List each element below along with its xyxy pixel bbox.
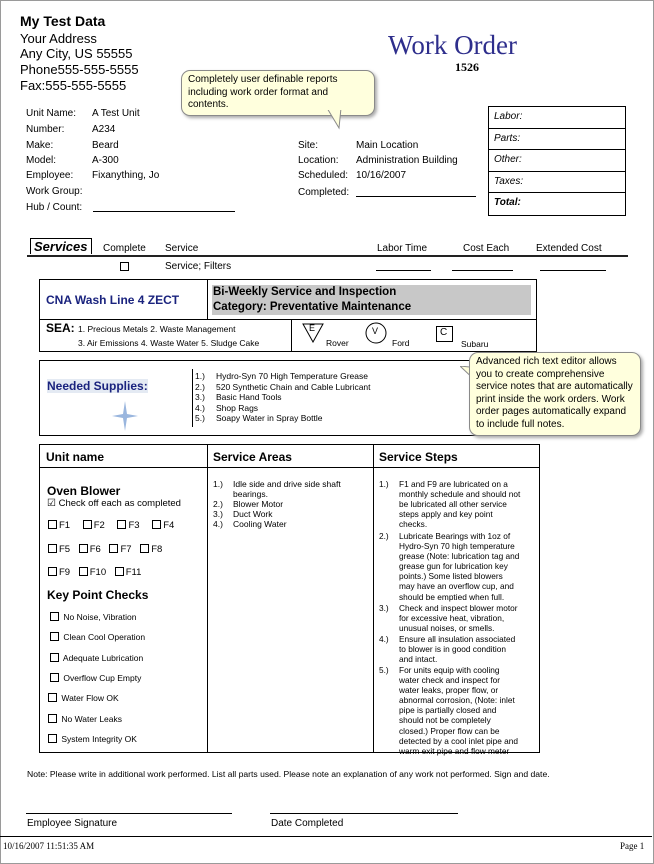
supply-item: 4.) Shop Rags: [195, 402, 259, 413]
cost-other: Other:: [489, 150, 625, 172]
unit-name-label: Unit Name:: [26, 108, 77, 119]
sea-line-1: 1. Precious Metals 2. Waste Management: [78, 324, 236, 334]
detail-table: [39, 444, 540, 756]
service-areas-list: [213, 479, 341, 529]
filter-checkbox[interactable]: F1: [48, 520, 70, 531]
ford-symbol-glyph: V: [372, 326, 379, 336]
subaru-label: Subaru: [461, 339, 489, 349]
supply-item: 2.) 520 Synthetic Chain and Cable Lubricant: [195, 381, 371, 392]
sea-line-2: 3. Air Emissions 4. Waste Water 5. Sludge Cake: [78, 338, 260, 348]
col-extended-cost: Extended Cost: [536, 243, 602, 254]
kpc-item[interactable]: Water Flow OK: [48, 693, 119, 703]
area-item: bearings.: [233, 489, 268, 500]
footer-timestamp: 10/16/2007 11:51:35 AM: [3, 841, 95, 851]
check-all-label: Check off each as completed: [58, 498, 181, 509]
task-divider: [207, 279, 208, 320]
filter-checkbox[interactable]: F5: [48, 544, 70, 555]
filter-row-3: [48, 567, 141, 578]
filter-checkbox[interactable]: F8: [140, 544, 162, 555]
date-completed-label: Date Completed: [271, 818, 344, 829]
sea-label: SEA:: [46, 321, 75, 335]
cost-total: Total:: [494, 197, 521, 209]
company-fax: Fax:555-555-5555: [20, 78, 127, 93]
area-item: 3.) Duct Work: [213, 509, 273, 520]
kpc-item[interactable]: Adequate Lubrication: [50, 653, 143, 663]
filter-checkbox[interactable]: F6: [79, 544, 101, 555]
location-label: Location:: [298, 155, 339, 166]
employee-signature-line: [26, 813, 232, 814]
detail-header-rule: [40, 467, 539, 468]
detail-divider-1: [207, 445, 208, 752]
unit-make-value: Beard: [92, 140, 119, 151]
footer-note: Note: Please write in additional work performed. List all parts used. Please note an explanation of any work not performed. Sign and date.: [27, 769, 550, 779]
supply-item: 3.) Basic Hand Tools: [195, 392, 282, 402]
ford-label: Ford: [392, 338, 410, 348]
filter-checkbox[interactable]: F3: [117, 520, 139, 531]
callout-top-pointer: [325, 108, 345, 130]
filter-checkbox[interactable]: F9: [48, 567, 70, 578]
unit-number-value: A234: [92, 124, 116, 135]
header-service-steps: Service Steps: [379, 450, 458, 464]
sea-divider: [291, 319, 292, 351]
supplies-box: [39, 360, 479, 436]
scheduled-value: 10/16/2007: [356, 170, 407, 181]
unit-employee-label: Employee:: [26, 170, 74, 181]
scheduled-label: Scheduled:: [298, 170, 349, 181]
col-labor-time: Labor Time: [377, 243, 428, 254]
company-phone: Phone555-555-5555: [20, 62, 139, 77]
rover-label: Rover: [326, 338, 349, 348]
hub-count-line: [93, 211, 235, 212]
completed-label: Completed:: [298, 187, 350, 198]
cost-labor: Labor:: [489, 107, 625, 129]
company-address-2: Any City, US 55555: [20, 46, 133, 61]
footer-rule: [0, 836, 652, 837]
cost-summary-box: [488, 106, 626, 216]
col-complete: Complete: [103, 243, 146, 254]
unit-model-label: Model:: [26, 155, 57, 166]
detail-divider-2: [373, 445, 374, 752]
company-name: My Test Data: [20, 13, 106, 29]
subaru-symbol-glyph: C: [440, 327, 448, 338]
supplies-divider: [192, 369, 193, 427]
filter-checkbox[interactable]: F2: [83, 520, 105, 531]
labor-time-line: [376, 270, 431, 271]
date-completed-line: [270, 813, 458, 814]
employee-signature-label: Employee Signature: [27, 818, 118, 829]
completed-line: [356, 196, 476, 197]
unit-name-value: A Test Unit: [92, 108, 140, 119]
task-box: [39, 279, 537, 320]
company-address-1: Your Address: [20, 31, 97, 46]
kpc-item[interactable]: Clean Cool Operation: [50, 632, 145, 642]
supplies-label: Needed Supplies:: [47, 379, 148, 393]
filter-row-2: [48, 544, 162, 555]
filter-checkbox[interactable]: F7: [109, 544, 131, 555]
area-item: 1.) Idle side and drive side shaft: [213, 479, 341, 489]
cost-each-line: [452, 270, 513, 271]
unit-workgroup-label: Work Group:: [26, 186, 83, 197]
sparkle-icon: [112, 401, 138, 431]
checked-box-icon: ☑: [47, 498, 56, 509]
area-item: 4.) Cooling Water: [213, 519, 287, 530]
col-cost-each: Cost Each: [463, 243, 510, 254]
supply-item: 1.) Hydro-Syn 70 High Temperature Grease: [195, 371, 368, 381]
header-unit-name: Unit name: [46, 450, 105, 464]
task-title: Bi-Weekly Service and Inspection: [213, 286, 397, 298]
col-service: Service: [165, 243, 199, 254]
work-order-number: 1526: [455, 60, 479, 74]
unit-model-value: A-300: [92, 155, 119, 166]
cost-parts: Parts:: [489, 129, 625, 151]
filter-checkbox[interactable]: F4: [152, 520, 174, 531]
unit-hub-label: Hub / Count:: [26, 202, 83, 213]
services-tab: Services: [30, 238, 92, 254]
kpc-item[interactable]: No Water Leaks: [48, 714, 122, 724]
location-value: Administration Building: [356, 155, 458, 166]
site-label: Site:: [298, 140, 319, 151]
check-all-row: [47, 498, 181, 509]
key-point-checks-title: Key Point Checks: [47, 588, 149, 602]
work-order-title: Work Order: [388, 30, 518, 60]
service-complete-checkbox[interactable]: [120, 262, 129, 271]
callout-report-definable: Completely user definable reports including work order format and contents.: [181, 70, 375, 116]
services-rule: [27, 255, 628, 257]
kpc-item[interactable]: No Noise, Vibration: [50, 612, 136, 622]
unit-number-label: Number:: [26, 124, 65, 135]
callout-rich-text-editor: Advanced rich text editor allows you to create comprehensive service notes that are automatically print inside the work orders. Work order pages automatically expand to include full notes.: [469, 352, 641, 436]
supplies-list: [195, 371, 371, 424]
header-service-areas: Service Areas: [213, 450, 292, 464]
task-category: Category: Preventative Maintenance: [213, 301, 412, 313]
rover-symbol-glyph: E: [309, 323, 316, 333]
area-item: 2.) Blower Motor: [213, 499, 284, 510]
filter-checkbox[interactable]: F10: [79, 567, 106, 578]
site-value: Main Location: [356, 140, 419, 151]
kpc-item[interactable]: Overflow Cup Empty: [50, 673, 141, 683]
extended-cost-line: [540, 270, 606, 271]
kpc-item[interactable]: System Integrity OK: [48, 734, 137, 744]
service-row-filters: Service; Filters: [165, 261, 232, 272]
sea-box: [39, 320, 537, 352]
task-unit-name: CNA Wash Line 4 ZECT: [46, 293, 180, 307]
filter-row-1: [48, 520, 174, 531]
unit-make-label: Make:: [26, 140, 54, 151]
footer-page: Page 1: [620, 841, 645, 851]
unit-employee-value: Fixanything, Jo: [92, 170, 160, 181]
service-steps-list: 1.) F1 and F9 are lubricated on a monthly schedule and should not be lubricated all other service steps apply and key point checks. 2.) Lubricate Bearings with 1oz of Hydro-Syn 70 high temperature grease (Note: lubrication tag and grease gun for lubrication key points.) Some listed blowers may have an overflow cup, and should be emptied when full. 3.) Check and inspect blower motor for excessive heat, vibration, unusual noises, or smells. 4.) Ensure all insulation associated to blower is in good condition and intact. 5.) For units equip with cooling water check and inspect for water leaks, proper flow, or abnormal corrosion, (Note: inlet pipe is partially closed and should not be completely closed.) Proper flow can be detected by a cool inlet pipe and warm exit pipe and flow meter: [379, 479, 521, 756]
filter-checkbox[interactable]: F11: [115, 567, 142, 578]
cost-taxes: Taxes:: [489, 172, 625, 194]
unit-title: Oven Blower: [47, 484, 121, 498]
supply-item: 5.) Soapy Water in Spray Bottle: [195, 413, 323, 423]
